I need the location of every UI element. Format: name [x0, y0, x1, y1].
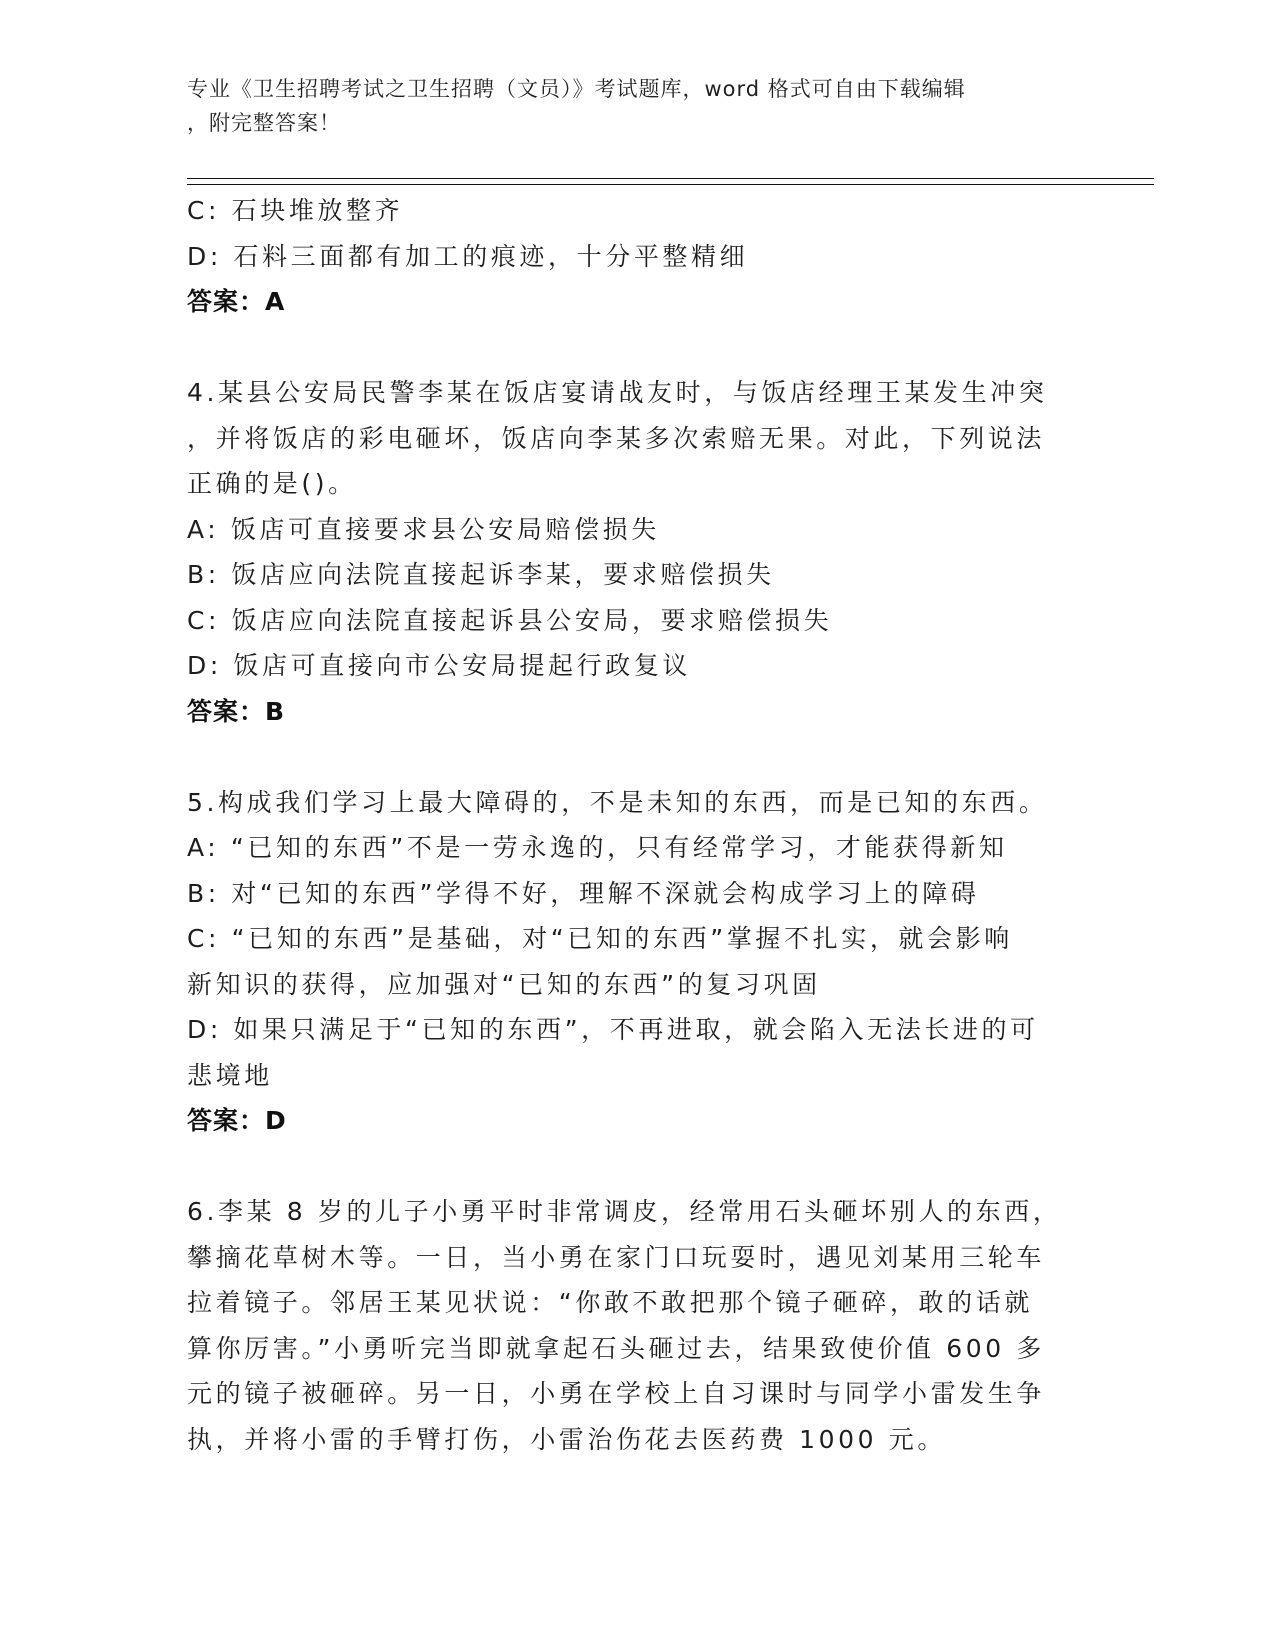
q5-answer: 答案：D: [187, 1106, 287, 1135]
q6-stem-line-1: 6.李某 8 岁的儿子小勇平时非常调皮，经常用石头砸坏别人的东西，: [187, 1197, 1062, 1226]
header-line-1: 专业《卫生招聘考试之卫生招聘（文员）》考试题库，word 格式可自由下载编辑: [187, 77, 966, 101]
q5-option-a: A: “已知的东西”不是一劳永逸的，只有经常学习，才能获得新知: [187, 833, 1008, 862]
header-line-2: ，附完整答案！: [187, 111, 341, 135]
q4-stem-line-3: 正确的是()。: [187, 469, 357, 498]
q5-option-c-line-1: C: “已知的东西”是基础，对“已知的东西”掌握不扎实，就会影响: [187, 924, 1013, 953]
q4-option-d: D: 饭店可直接向市公安局提起行政复议: [187, 651, 692, 680]
q4-option-a: A: 饭店可直接要求县公安局赔偿损失: [187, 514, 660, 544]
q6-stem-line-4: 算你厉害。”小勇听完当即就拿起石头砸过去，结果致使价值 600 多: [187, 1333, 1045, 1363]
spacer: [187, 325, 1087, 371]
document-header: [187, 72, 1067, 140]
q3-option-c: C: 石块堆放整齐: [187, 196, 404, 225]
q3-answer: 答案：A: [187, 287, 286, 316]
question-3: [187, 188, 1087, 325]
q3-option-d: D: 石料三面都有加工的痕迹，十分平整精细: [187, 241, 749, 271]
question-4: [187, 370, 1087, 734]
q6-stem-line-5: 元的镜子被砸碎。另一日，小勇在学校上自习课时与同学小雷发生争: [187, 1379, 1046, 1408]
q5-option-d-line-2: 悲境地: [187, 1060, 273, 1090]
header-rule-top: [187, 178, 1154, 179]
q6-stem-line-2: 攀摘花草树木等。一日，当小勇在家门口玩耍时，遇见刘某用三轮车: [187, 1242, 1046, 1272]
q6-stem-line-3: 拉着镜子。邻居王某见状说：“你敢不敢把那个镜子砸碎，敢的话就: [187, 1288, 1033, 1317]
q5-option-d-line-1: D: 如果只满足于“已知的东西”，不再进取，就会陷入无法长进的可: [187, 1015, 1039, 1044]
q6-stem-line-6: 执，并将小雷的手臂打伤，小雷治伤花去医药费 1000 元。: [187, 1424, 946, 1454]
q5-option-c-line-2: 新知识的获得，应加强对“已知的东西”的复习巩固: [187, 969, 821, 999]
q5-option-b: B: 对“已知的东西”学得不好，理解不深就会构成学习上的障碍: [187, 878, 980, 908]
question-content: [187, 188, 1087, 1462]
spacer: [187, 1144, 1087, 1190]
q4-option-b: B: 饭店应向法院直接起诉李某，要求赔偿损失: [187, 560, 775, 589]
q4-option-c: C: 饭店应向法院直接起诉县公安局，要求赔偿损失: [187, 605, 833, 635]
q4-answer: 答案：B: [187, 696, 286, 726]
question-6: [187, 1189, 1087, 1462]
q4-stem-line-2: ，并将饭店的彩电砸坏，饭店向李某多次索赔无果。对此，下列说法: [187, 423, 1046, 453]
q5-stem: 5.构成我们学习上最大障碍的，不是未知的东西，而是已知的东西。: [187, 787, 1048, 817]
header-rule-bottom: [187, 184, 1154, 185]
q4-stem-line-1: 4.某县公安局民警李某在饭店宴请战友时，与饭店经理王某发生冲突: [187, 378, 1048, 407]
question-5: [187, 780, 1087, 1144]
spacer: [187, 734, 1087, 780]
